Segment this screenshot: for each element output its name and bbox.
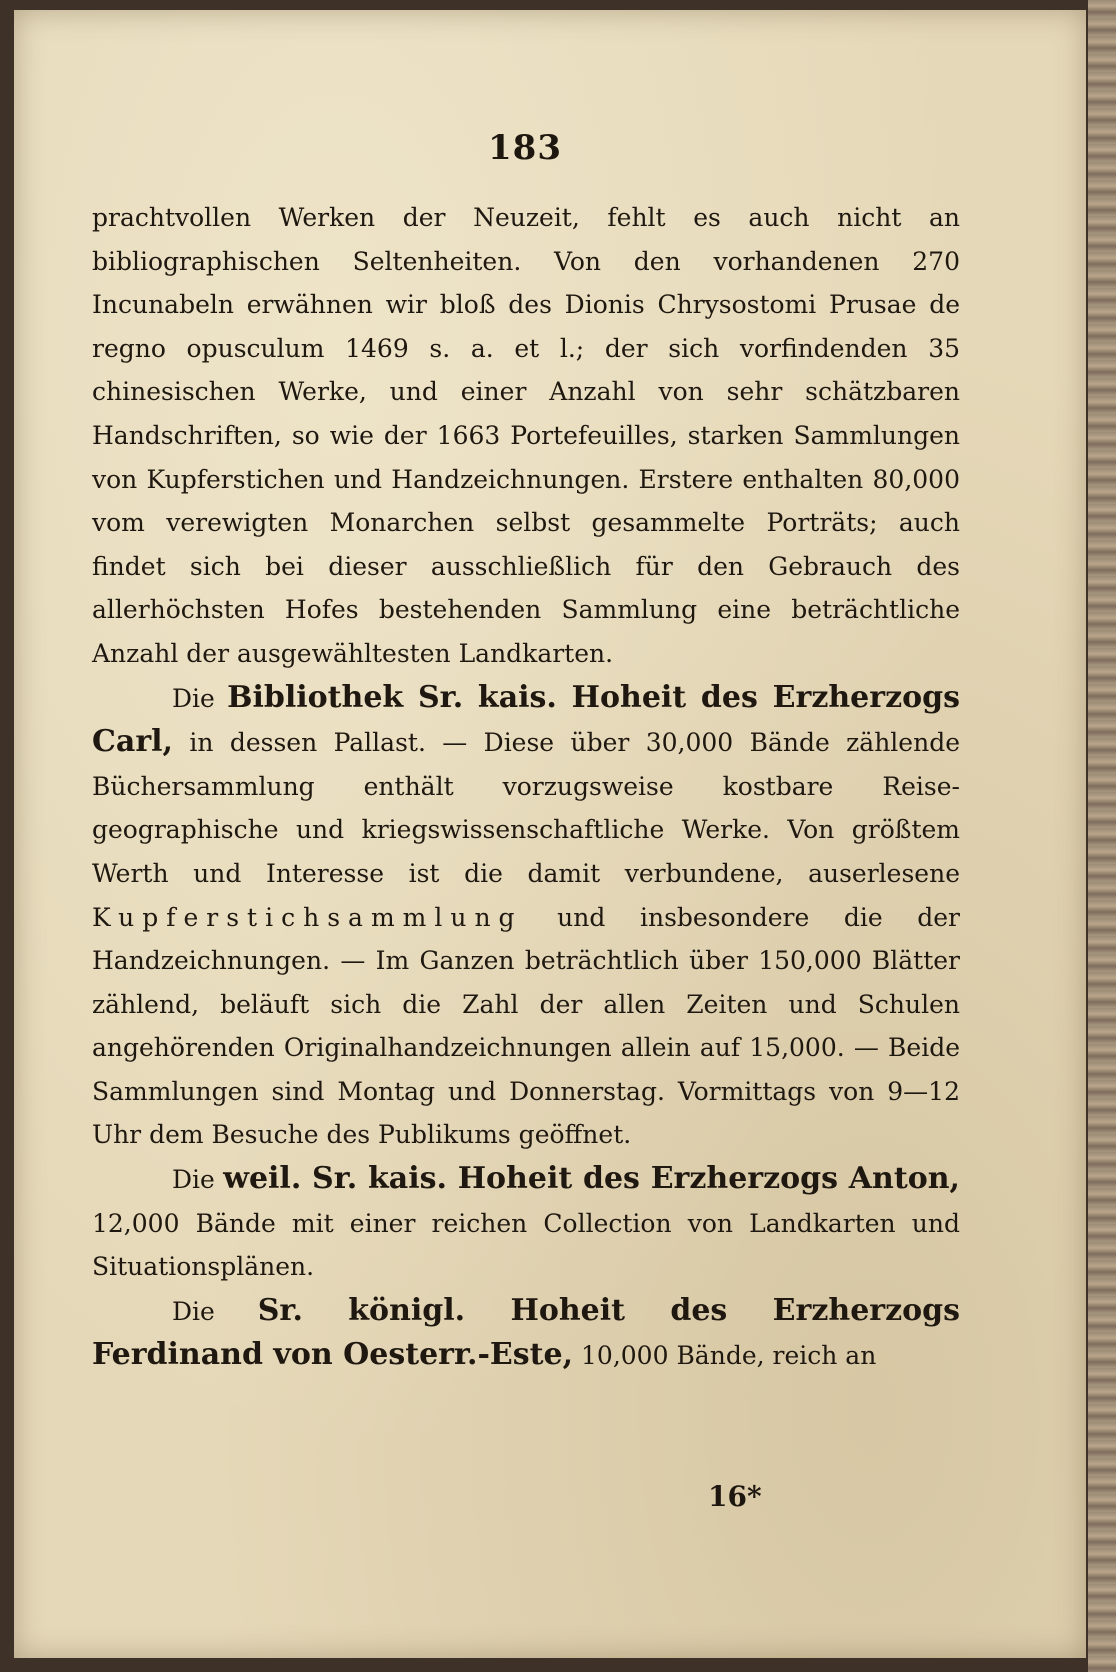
page-number: 183 xyxy=(488,128,562,168)
body-text xyxy=(92,196,960,1378)
paragraph-3 xyxy=(92,1157,960,1289)
paragraph-3-heading: weil. Sr. kais. Hoheit des Erzherzogs Anton, xyxy=(223,1161,960,1197)
page-edge-binding xyxy=(1088,0,1116,1672)
paragraph-4-text: 10,000 Bände, reich an xyxy=(581,1341,877,1371)
paragraph-4-lead: Die xyxy=(172,1296,215,1326)
paragraph-2-text-a: in dessen Pallast. — Diese über 30,000 Bände zählende Büchersammlung enthält vorzugsweise kostbare Reise- geographische und kriegswissenschaftliche Werke. Von größtem Werth und Interesse ist die damit verbundene, auserlesene xyxy=(92,728,960,888)
paragraph-2-text-b: und insbesondere die der Handzeichnungen. — Im Ganzen beträchtlich über 150,000 Blätter zählend, beläuft sich die Zahl der allen Zeiten und Schulen angehörenden Originalhandzeichnungen allein auf 15,000. — Beide Sammlungen sind Montag und Donnerstag. Vormittags von 9—12 Uhr dem Besuche des Publikums geöffnet. xyxy=(92,902,960,1150)
paragraph-2 xyxy=(92,676,960,1158)
paragraph-2-lead: Die xyxy=(172,683,215,713)
paragraph-2-spaced-term: Kupferstichsammlung xyxy=(92,902,523,932)
paragraph-4 xyxy=(92,1289,960,1378)
paragraph-2-heading: Bibliothek Sr. kais. Hoheit des Erzherzogs Carl, xyxy=(92,679,960,760)
paragraph-3-lead: Die xyxy=(172,1165,215,1195)
paragraph-1: prachtvollen Werken der Neuzeit, fehlt es auch nicht an bibliographischen Seltenheiten. Von den vorhandenen 270 Incunabeln erwähnen wir bloß des Dionis Chrysostomi Prusae de regno opusculum 1469 s. a. et l.; der sich vorfindenden 35 chinesischen Werke, und einer Anzahl von sehr schätzbaren Handschriften, so wie der 1663 Portefeuilles, starken Sammlungen von Kupferstichen und Handzeichnungen. Erstere enthalten 80,000 vom verewigten Monarchen selbst gesammelte Porträts; auch findet sich bei dieser ausschließlich für den Gebrauch des allerhöchsten Hofes bestehenden Sammlung eine beträchtliche Anzahl der ausgewähltesten Landkarten. xyxy=(92,203,960,668)
paragraph-3-text: 12,000 Bände mit einer reichen Collection von Landkarten und Situationsplänen. xyxy=(92,1208,960,1282)
paragraph-4-heading: Sr. königl. Hoheit des Erzherzogs Ferdinand von Oesterr.-Este, xyxy=(92,1292,961,1373)
signature-mark: 16* xyxy=(708,1480,762,1513)
